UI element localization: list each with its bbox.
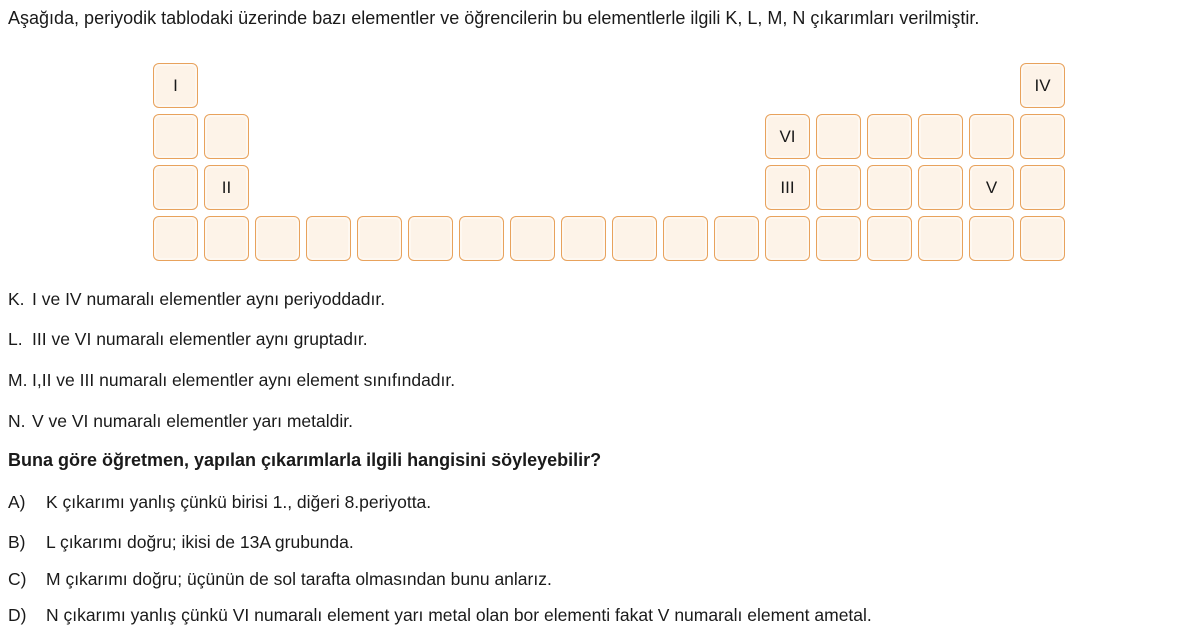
option-text: K çıkarımı yanlış çünkü birisi 1., diğeri 8.periyotta. bbox=[46, 492, 432, 512]
statement-k bbox=[8, 289, 385, 310]
element-cell bbox=[816, 216, 861, 261]
element-label: V bbox=[985, 177, 998, 197]
option-letter: D) bbox=[8, 605, 27, 625]
statement-letter: M. bbox=[8, 370, 28, 390]
element-cell bbox=[357, 216, 402, 261]
element-cell bbox=[816, 114, 861, 159]
element-cell bbox=[918, 216, 963, 261]
element-cell bbox=[969, 216, 1014, 261]
element-cell bbox=[1020, 216, 1065, 261]
element-cell bbox=[510, 216, 555, 261]
element-cell bbox=[867, 216, 912, 261]
element-cell bbox=[867, 114, 912, 159]
element-cell bbox=[969, 114, 1014, 159]
option-text: M çıkarımı doğru; üçünün de sol tarafta olmasından bunu anlarız. bbox=[46, 569, 552, 589]
option-text: N çıkarımı yanlış çünkü VI numaralı element yarı metal olan bor elementi fakat V numaralı element ametal. bbox=[46, 605, 872, 625]
element-cell-i bbox=[153, 63, 198, 108]
option-c[interactable] bbox=[8, 569, 552, 590]
statement-text: V ve VI numaralı elementler yarı metaldir. bbox=[32, 411, 353, 431]
element-label: IV bbox=[1034, 75, 1051, 95]
statement-letter: L. bbox=[8, 329, 23, 349]
statement-letter: N. bbox=[8, 411, 26, 431]
periodic-table bbox=[153, 63, 1065, 261]
element-label: I bbox=[173, 75, 178, 95]
element-cell-iv bbox=[1020, 63, 1065, 108]
option-letter: C) bbox=[8, 569, 27, 589]
element-cell-vi bbox=[765, 114, 810, 159]
option-a[interactable] bbox=[8, 492, 431, 513]
element-cell bbox=[153, 216, 198, 261]
element-label: II bbox=[221, 177, 232, 197]
statement-letter: K. bbox=[8, 289, 25, 309]
element-label: III bbox=[780, 177, 795, 197]
element-cell bbox=[1020, 114, 1065, 159]
element-cell bbox=[867, 165, 912, 210]
element-cell bbox=[459, 216, 504, 261]
option-letter: A) bbox=[8, 492, 26, 512]
element-cell bbox=[765, 216, 810, 261]
statement-m bbox=[8, 370, 455, 391]
intro-text: Aşağıda, periyodik tablodaki üzerinde bazı elementler ve öğrencilerin bu elementlerle ilgili K, L, M, N çıkarımları verilmiştir. bbox=[8, 8, 980, 28]
statement-text: I,II ve III numaralı elementler aynı element sınıfındadır. bbox=[32, 370, 456, 390]
element-cell-v bbox=[969, 165, 1014, 210]
statement-text: I ve IV numaralı elementler aynı periyoddadır. bbox=[32, 289, 386, 309]
question-text: Buna göre öğretmen, yapılan çıkarımlarla ilgili hangisini söyleyebilir? bbox=[8, 450, 602, 470]
option-letter: B) bbox=[8, 532, 26, 552]
element-cell bbox=[612, 216, 657, 261]
element-cell bbox=[153, 165, 198, 210]
element-cell bbox=[1020, 165, 1065, 210]
element-cell bbox=[204, 216, 249, 261]
element-cell-ii bbox=[204, 165, 249, 210]
element-label: VI bbox=[779, 126, 796, 146]
element-cell bbox=[408, 216, 453, 261]
option-text: L çıkarımı doğru; ikisi de 13A grubunda. bbox=[46, 532, 354, 552]
element-cell bbox=[153, 114, 198, 159]
element-cell bbox=[918, 114, 963, 159]
element-cell bbox=[714, 216, 759, 261]
element-cell bbox=[663, 216, 708, 261]
element-cell bbox=[204, 114, 249, 159]
option-b[interactable] bbox=[8, 532, 354, 553]
statement-n bbox=[8, 411, 353, 432]
statement-text: III ve VI numaralı elementler aynı gruptadır. bbox=[32, 329, 368, 349]
element-cell bbox=[306, 216, 351, 261]
element-cell bbox=[918, 165, 963, 210]
element-cell bbox=[816, 165, 861, 210]
element-cell bbox=[255, 216, 300, 261]
statement-l bbox=[8, 329, 368, 350]
element-cell bbox=[561, 216, 606, 261]
option-d[interactable] bbox=[8, 605, 872, 626]
element-cell-iii bbox=[765, 165, 810, 210]
